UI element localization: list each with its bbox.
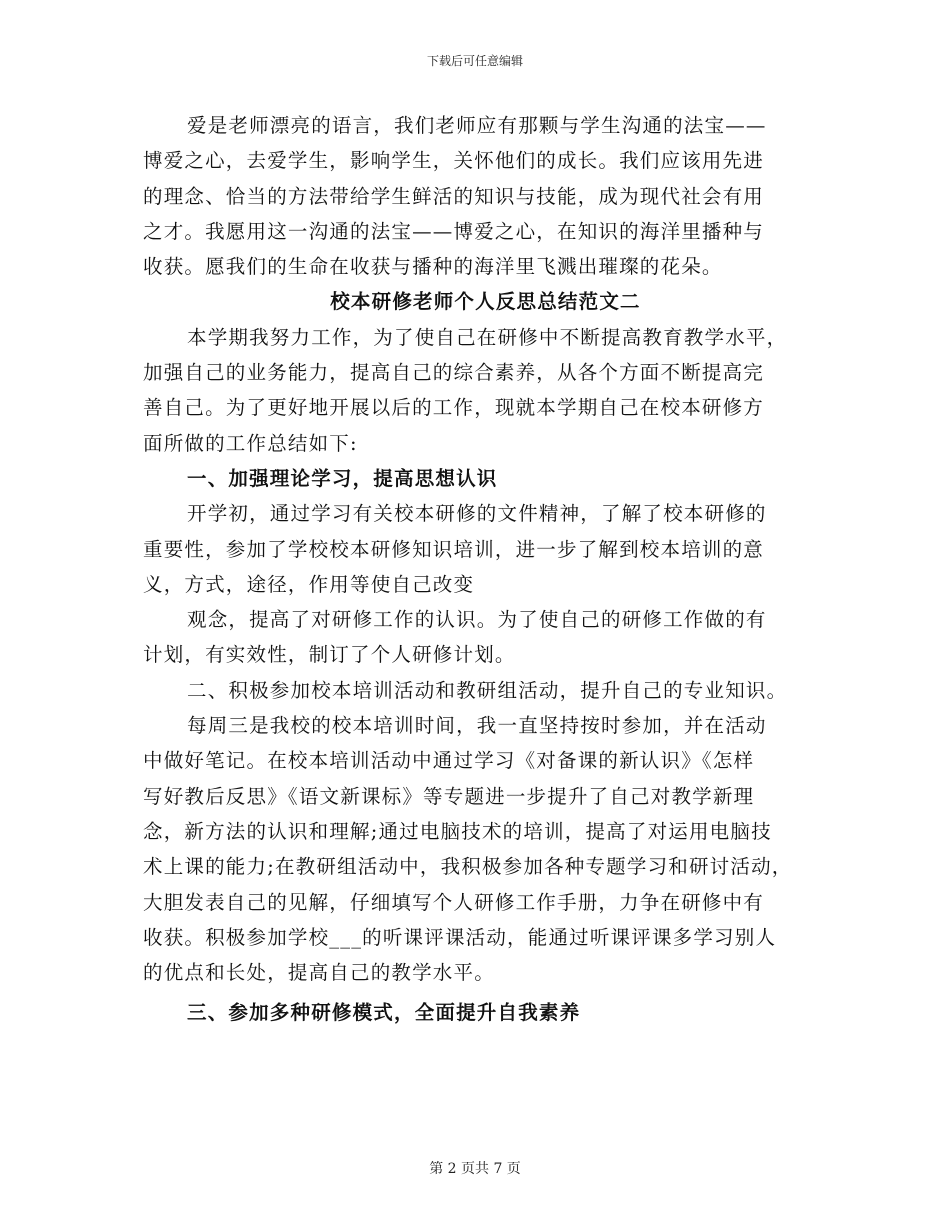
paragraph-line: 中做好笔记。在校本培训活动中通过学习《对备课的新认识》《怎样 [143, 749, 755, 773]
page-footer: 第 2 页共 7 页 [429, 1161, 521, 1177]
paragraph-line: 大胆发表自己的见解，仔细填写个人研修工作手册，力争在研修中有 [143, 890, 765, 914]
paragraph-line: 观念，提高了对研修工作的认识。为了使自己的研修工作做的有 [187, 608, 767, 632]
paragraph-line: 重要性，参加了学校校本研修知识培训，进一步了解到校本培训的意 [143, 537, 765, 561]
section-heading: 一、加强理论学习，提高思想认识 [187, 466, 498, 490]
paragraph-line: 收获。愿我们的生命在收获与播种的海洋里飞溅出璀璨的花朵。 [143, 255, 723, 279]
paragraph-line: 的理念、恰当的方法带给学生鲜活的知识与技能，成为现代社会有用 [143, 184, 765, 208]
paragraph-line: 之才。我愿用这一沟通的法宝——博爱之心，在知识的海洋里播种与 [143, 219, 765, 243]
section-heading: 二、积极参加校本培训活动和教研组活动，提升自己的专业知识。 [187, 678, 788, 702]
paragraph-line: 善自己。为了更好地开展以后的工作，现就本学期自己在校本研修方 [143, 396, 765, 420]
page-header: 下载后可任意编辑 [426, 54, 523, 68]
paragraph-line: 开学初，通过学习有关校本研修的文件精神，了解了校本研修的 [187, 502, 767, 526]
section-heading: 三、参加多种研修模式，全面提升自我素养 [187, 1001, 581, 1025]
paragraph-line: 念，新方法的认识和理解;通过电脑技术的培训，提高了对运用电脑技 [143, 819, 772, 843]
paragraph-line: 爱是老师漂亮的语言，我们老师应有那颗与学生沟通的法宝—— [187, 114, 767, 137]
paragraph-line: 写好教后反思》《语文新课标》等专题进一步提升了自己对教学新理 [143, 784, 755, 808]
paragraph-line: 博爱之心，去爱学生，影响学生，关怀他们的成长。我们应该用先进 [143, 149, 765, 173]
paragraph-line: 计划，有实效性，制订了个人研修计划。 [143, 643, 516, 667]
paragraph-line: 义，方式，途径，作用等使自己改变 [143, 572, 475, 596]
paragraph-line: 的优点和长处，提高自己的教学水平。 [143, 961, 495, 985]
paragraph-line: 收获。积极参加学校___的听课评课活动，能通过听课评课多学习别人 [143, 925, 777, 949]
paragraph-line: 每周三是我校的校本培训时间，我一直坚持按时参加，并在活动 [187, 714, 767, 738]
paragraph-line: 面所做的工作总结如下: [143, 431, 358, 455]
paragraph-line: 本学期我努力工作，为了使自己在研修中不断提高教育教学水平， [187, 325, 788, 349]
document-body [143, 108, 828, 1031]
paragraph-line: 加强自己的业务能力，提高自己的综合素养，从各个方面不断提高完 [143, 361, 765, 385]
paragraph-line: 术上课的能力;在教研组活动中，我积极参加各种专题学习和研讨活动， [143, 855, 793, 879]
section-title: 校本研修老师个人反思总结范文二 [330, 290, 641, 314]
